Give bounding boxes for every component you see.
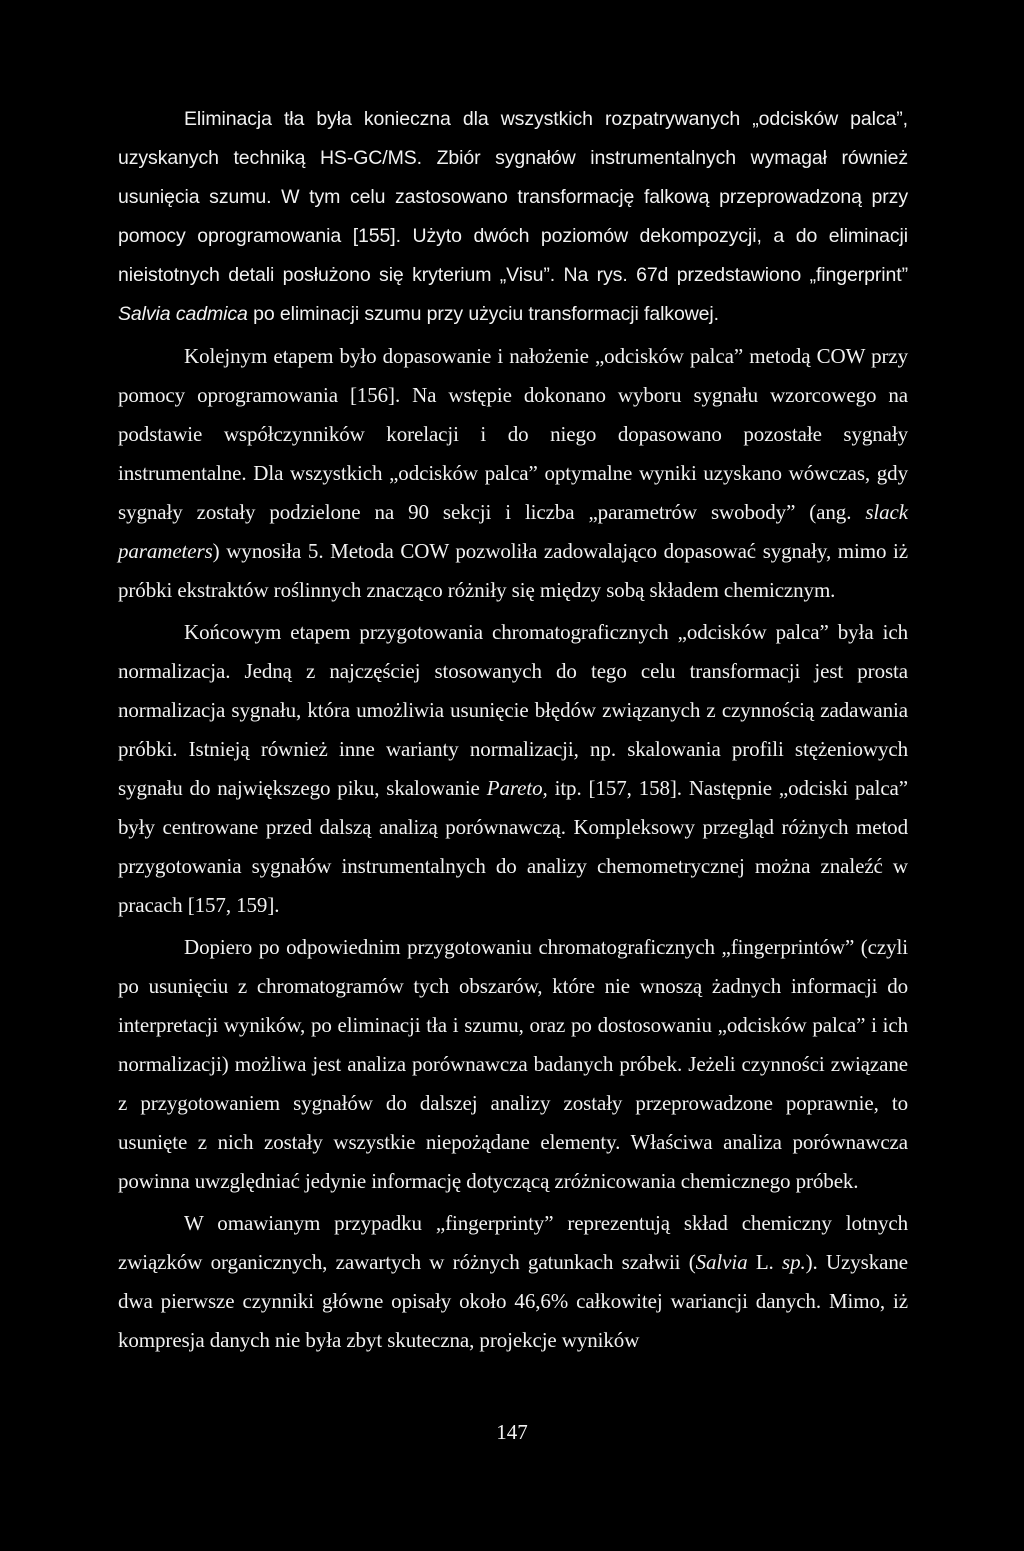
text-run: itp. [157, 158]. Następnie „odciski palca” były centrowane przed dalszą analizą porównawczą. Kompleksowy przegląd różnych metod przygotowania sygnałów instrumentalnych do analizy chemometrycznej można znaleźć w pracach [157, 159]. — [118, 776, 908, 917]
paragraph-normalization — [118, 613, 908, 925]
italic-species-abbrev: sp. — [782, 1250, 806, 1274]
italic-species-name: Salvia cadmica — [118, 303, 248, 325]
text-run: W omawianym przypadku „fingerprinty” reprezentują skład chemiczny lotnych związków organicznych, zawartych w różnych gatunkach szałwii ( — [118, 1211, 908, 1274]
text-run: Końcowym etapem przygotowania chromatograficznych „odcisków palca” była ich normalizacja. Jedną z najczęściej stosowanych do tego celu transformacji jest prosta normalizacja sygnału, która umożliwia usunięcie błędów związanych z czynnością zadawania próbki. Istnieją również inne warianty normalizacji, np. skalowania profili stężeniowych sygnału do największego piku, skalowanie — [118, 620, 908, 800]
paragraph-pca-results — [118, 1204, 908, 1360]
italic-term: slack parameters — [118, 500, 908, 563]
text-run: ) wynosiła 5. Metoda COW pozwoliła zadowalająco dopasować sygnały, mimo iż próbki ekstraktów roślinnych znacząco różniły się między sobą składem chemicznym. — [118, 539, 908, 602]
paragraph-comparative-analysis — [118, 928, 908, 1201]
paragraph-cow-alignment — [118, 337, 908, 610]
paragraph-noise-removal — [118, 100, 908, 334]
text-run: Kolejnym etapem było dopasowanie i nałożenie „odcisków palca” metodą COW przy pomocy oprogramowania [156]. Na wstępie dokonano wyboru sygnału wzorcowego na podstawie współczynników korelacji i do niego dopasowano pozostałe sygnały instrumentalne. Dla wszystkich „odcisków palca” optymalne wyniki uzyskano wówczas, gdy sygnały zostały podzielone na 90 sekcji i liczba „parametrów swobody” (ang. — [118, 344, 908, 524]
text-run: Eliminacja tła była konieczna dla wszystkich rozpatrywanych „odcisków palca”, uzyskanych techniką HS-GC/MS. Zbiór sygnałów instrumentalnych wymagał również usunięcia szumu. W tym celu zastosowano transformację falkową przeprowadzoną przy pomocy oprogramowania [155]. Użyto dwóch poziomów dekompozycji, a do eliminacji nieistotnych detali posłużono się kryterium „Visu”. Na rys. 67d przedstawiono „fingerprint” — [118, 108, 908, 286]
italic-genus-name: Salvia — [695, 1250, 748, 1274]
text-run: ). Uzyskane dwa pierwsze czynniki główne opisały około 46,6% całkowitej wariancji danych. Mimo, iż kompresja danych nie była zbyt skuteczna, projekcje wyników — [118, 1250, 908, 1352]
page-number: 147 — [496, 1420, 528, 1444]
text-run: Dopiero po odpowiednim przygotowaniu chromatograficznych „fingerprintów” (czyli po usunięciu z chromatogramów tych obszarów, które nie wnoszą żadnych informacji do interpretacji wyników, po eliminacji tła i szumu, oraz po dostosowaniu „odcisków palca” i ich normalizacji) możliwa jest analiza porównawcza badanych próbek. Jeżeli czynności związane z przygotowaniem sygnałów do dalszej analizy zostały przeprowadzone poprawnie, to usunięte z nich zostały wszystkie niepożądane elementy. Właściwa analiza porównawcza powinna uwzględniać jedynie informację dotyczącą zróżnicowania chemicznego próbek. — [118, 935, 908, 1193]
document-page — [118, 100, 908, 1363]
text-run: L. — [747, 1250, 783, 1274]
text-run: po eliminacji szumu przy użyciu transformacji falkowej. — [247, 303, 719, 325]
italic-term: Pareto, — [486, 776, 548, 800]
